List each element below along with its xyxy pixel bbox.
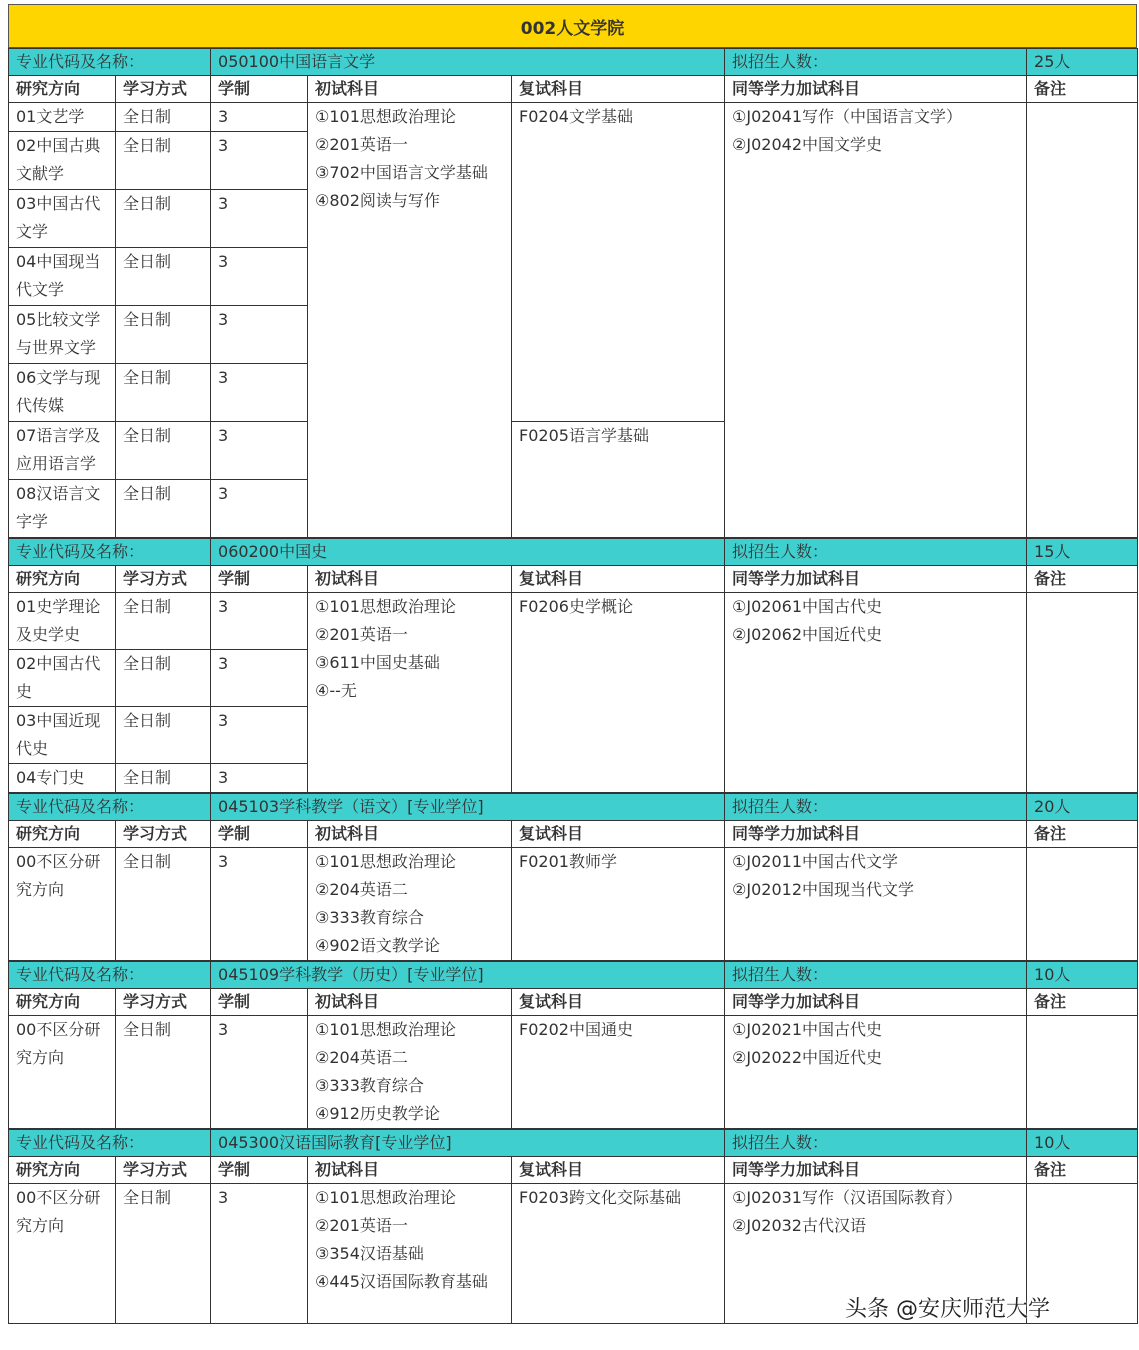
quota-value: 15人	[1027, 539, 1138, 566]
quota-label: 拟招生人数：	[725, 794, 1027, 821]
subject-item: F0202中国通史	[519, 1020, 633, 1039]
direction-name: 02中国古代史	[9, 650, 116, 707]
header-direction: 研究方向	[9, 1157, 116, 1184]
study-mode: 全日制	[116, 1184, 211, 1324]
subject-item: ①101思想政治理论	[315, 107, 456, 126]
first-exam-subjects	[308, 1016, 512, 1129]
quota-label: 拟招生人数：	[725, 49, 1027, 76]
subject-item: ①J02061中国古代史	[732, 597, 882, 616]
subject-item: ②204英语二	[315, 880, 408, 899]
major-name: 045109学科教学（历史）[专业学位]	[211, 962, 725, 989]
header-extra: 同等学力加试科目	[725, 1157, 1027, 1184]
extra-subjects	[725, 848, 1027, 961]
header-years: 学制	[211, 566, 308, 593]
major-row	[9, 1130, 1138, 1157]
subject-item: ③702中国语言文学基础	[315, 163, 488, 182]
direction-name: 07语言学及应用语言学	[9, 422, 116, 480]
subject-item: ①J02011中国古代文学	[732, 852, 899, 871]
quota-label: 拟招生人数：	[725, 1130, 1027, 1157]
header-direction: 研究方向	[9, 989, 116, 1016]
subject-item: ④--无	[315, 681, 357, 700]
subject-item: ②201英语一	[315, 1216, 408, 1235]
study-mode: 全日制	[116, 764, 211, 793]
direction-name: 04专门史	[9, 764, 116, 793]
direction-name: 03中国近现代史	[9, 707, 116, 764]
retest-subject	[512, 1016, 725, 1129]
subject-item: ③354汉语基础	[315, 1244, 424, 1263]
direction-row	[9, 593, 1138, 650]
major-row	[9, 539, 1138, 566]
subject-item: ①101思想政治理论	[315, 1188, 456, 1207]
study-mode: 全日制	[116, 190, 211, 248]
study-years: 3	[211, 364, 308, 422]
study-years: 3	[211, 248, 308, 306]
major-table	[8, 961, 1138, 1129]
header-direction: 研究方向	[9, 566, 116, 593]
header-years: 学制	[211, 821, 308, 848]
major-table	[8, 793, 1138, 961]
header-remark: 备注	[1027, 821, 1138, 848]
study-years: 3	[211, 190, 308, 248]
subject-item: ③333教育综合	[315, 1076, 424, 1095]
header-row	[9, 76, 1138, 103]
header-row	[9, 566, 1138, 593]
direction-name: 02中国古典文献学	[9, 132, 116, 190]
header-retest: 复试科目	[512, 566, 725, 593]
study-mode: 全日制	[116, 593, 211, 650]
direction-name: 00不区分研究方向	[9, 1016, 116, 1129]
major-name: 050100中国语言文学	[211, 49, 725, 76]
study-mode: 全日制	[116, 364, 211, 422]
major-table	[8, 48, 1138, 538]
direction-name: 03中国古代文学	[9, 190, 116, 248]
study-years: 3	[211, 1016, 308, 1129]
header-row	[9, 821, 1138, 848]
study-mode: 全日制	[116, 480, 211, 538]
study-mode: 全日制	[116, 707, 211, 764]
quota-label: 拟招生人数：	[725, 962, 1027, 989]
header-extra: 同等学力加试科目	[725, 76, 1027, 103]
study-mode: 全日制	[116, 306, 211, 364]
extra-subjects	[725, 1016, 1027, 1129]
header-mode: 学习方式	[116, 1157, 211, 1184]
code-name-label: 专业代码及名称：	[9, 794, 211, 821]
header-remark: 备注	[1027, 566, 1138, 593]
subject-item: ①J02031写作（汉语国际教育）	[732, 1188, 962, 1207]
retest-subject: F0205语言学基础	[512, 422, 725, 538]
subject-item: ①101思想政治理论	[315, 597, 456, 616]
direction-name: 01文艺学	[9, 103, 116, 132]
header-mode: 学习方式	[116, 566, 211, 593]
subject-item: ③333教育综合	[315, 908, 424, 927]
study-years: 3	[211, 650, 308, 707]
sections	[8, 48, 1137, 1324]
header-first-exam: 初试科目	[308, 1157, 512, 1184]
subject-item: ④445汉语国际教育基础	[315, 1272, 488, 1291]
header-retest: 复试科目	[512, 76, 725, 103]
remark-cell	[1027, 593, 1138, 793]
watermark: 头条 @安庆师范大学	[845, 1297, 1050, 1322]
code-name-label: 专业代码及名称：	[9, 1130, 211, 1157]
study-mode: 全日制	[116, 132, 211, 190]
header-remark: 备注	[1027, 1157, 1138, 1184]
study-mode: 全日制	[116, 422, 211, 480]
code-name-label: 专业代码及名称：	[9, 539, 211, 566]
subject-item: ④802阅读与写作	[315, 191, 440, 210]
direction-row	[9, 1016, 1138, 1129]
header-retest: 复试科目	[512, 989, 725, 1016]
header-extra: 同等学力加试科目	[725, 566, 1027, 593]
subject-item: ②201英语一	[315, 625, 408, 644]
study-years: 3	[211, 132, 308, 190]
study-years: 3	[211, 306, 308, 364]
retest-subject	[512, 1184, 725, 1324]
direction-row	[9, 848, 1138, 961]
subject-item: ③611中国史基础	[315, 653, 440, 672]
first-exam-subjects	[308, 848, 512, 961]
study-mode: 全日制	[116, 1016, 211, 1129]
header-direction: 研究方向	[9, 821, 116, 848]
header-first-exam: 初试科目	[308, 989, 512, 1016]
header-direction: 研究方向	[9, 76, 116, 103]
quota-value: 25人	[1027, 49, 1138, 76]
direction-name: 00不区分研究方向	[9, 1184, 116, 1324]
first-exam-subjects	[308, 593, 512, 793]
header-years: 学制	[211, 76, 308, 103]
study-years: 3	[211, 422, 308, 480]
remark-cell	[1027, 848, 1138, 961]
header-retest: 复试科目	[512, 1157, 725, 1184]
major-row	[9, 794, 1138, 821]
header-mode: 学习方式	[116, 989, 211, 1016]
direction-name: 06文学与现代传媒	[9, 364, 116, 422]
header-retest: 复试科目	[512, 821, 725, 848]
remark-cell	[1027, 1016, 1138, 1129]
subject-item: ①101思想政治理论	[315, 1020, 456, 1039]
header-mode: 学习方式	[116, 821, 211, 848]
direction-name: 00不区分研究方向	[9, 848, 116, 961]
quota-label: 拟招生人数：	[725, 539, 1027, 566]
subject-item: F0206史学概论	[519, 597, 633, 616]
study-mode: 全日制	[116, 248, 211, 306]
code-name-label: 专业代码及名称：	[9, 962, 211, 989]
remark-cell	[1027, 103, 1138, 538]
first-exam-subjects	[308, 1184, 512, 1324]
subject-item: ①J02041写作（中国语言文学）	[732, 107, 962, 126]
retest-subject: F0204文学基础	[512, 103, 725, 422]
study-mode: 全日制	[116, 650, 211, 707]
subject-item: F0201教师学	[519, 852, 617, 871]
direction-name: 08汉语言文字学	[9, 480, 116, 538]
first-exam-subjects	[308, 103, 512, 538]
page	[8, 0, 1137, 1324]
header-years: 学制	[211, 989, 308, 1016]
subject-item: ②J02022中国近代史	[732, 1048, 883, 1067]
study-years: 3	[211, 1184, 308, 1324]
study-years: 3	[211, 593, 308, 650]
major-table	[8, 538, 1138, 793]
header-remark: 备注	[1027, 989, 1138, 1016]
major-name: 060200中国史	[211, 539, 725, 566]
subject-item: ②201英语一	[315, 135, 408, 154]
header-first-exam: 初试科目	[308, 76, 512, 103]
quota-value: 10人	[1027, 962, 1138, 989]
subject-item: ④902语文教学论	[315, 936, 440, 955]
header-row	[9, 989, 1138, 1016]
retest-subject	[512, 848, 725, 961]
direction-name: 05比较文学与世界文学	[9, 306, 116, 364]
major-name: 045103学科教学（语文）[专业学位]	[211, 794, 725, 821]
header-years: 学制	[211, 1157, 308, 1184]
retest-subject	[512, 593, 725, 793]
subject-item: ④912历史教学论	[315, 1104, 440, 1123]
extra-subjects	[725, 593, 1027, 793]
direction-row	[9, 103, 1138, 132]
college-title: 002人文学院	[8, 4, 1137, 48]
subject-item: ①J02021中国古代史	[732, 1020, 883, 1039]
direction-name: 04中国现当代文学	[9, 248, 116, 306]
code-name-label: 专业代码及名称：	[9, 49, 211, 76]
header-remark: 备注	[1027, 76, 1138, 103]
study-mode: 全日制	[116, 103, 211, 132]
major-row	[9, 49, 1138, 76]
quota-value: 10人	[1027, 1130, 1138, 1157]
extra-subjects	[725, 103, 1027, 538]
header-row	[9, 1157, 1138, 1184]
header-extra: 同等学力加试科目	[725, 821, 1027, 848]
subject-item: ①101思想政治理论	[315, 852, 456, 871]
subject-item: ②J02032古代汉语	[732, 1216, 866, 1235]
study-years: 3	[211, 480, 308, 538]
major-row	[9, 962, 1138, 989]
study-years: 3	[211, 848, 308, 961]
subject-item: ②J02042中国文学史	[732, 135, 882, 154]
quota-value: 20人	[1027, 794, 1138, 821]
header-mode: 学习方式	[116, 76, 211, 103]
study-mode: 全日制	[116, 848, 211, 961]
header-extra: 同等学力加试科目	[725, 989, 1027, 1016]
subject-item: ②J02012中国现当代文学	[732, 880, 915, 899]
direction-name: 01史学理论及史学史	[9, 593, 116, 650]
subject-item: ②J02062中国近代史	[732, 625, 882, 644]
subject-item: F0203跨文化交际基础	[519, 1188, 681, 1207]
study-years: 3	[211, 764, 308, 793]
study-years: 3	[211, 103, 308, 132]
major-name: 045300汉语国际教育[专业学位]	[211, 1130, 725, 1157]
header-first-exam: 初试科目	[308, 566, 512, 593]
subject-item: ②204英语二	[315, 1048, 408, 1067]
study-years: 3	[211, 707, 308, 764]
header-first-exam: 初试科目	[308, 821, 512, 848]
